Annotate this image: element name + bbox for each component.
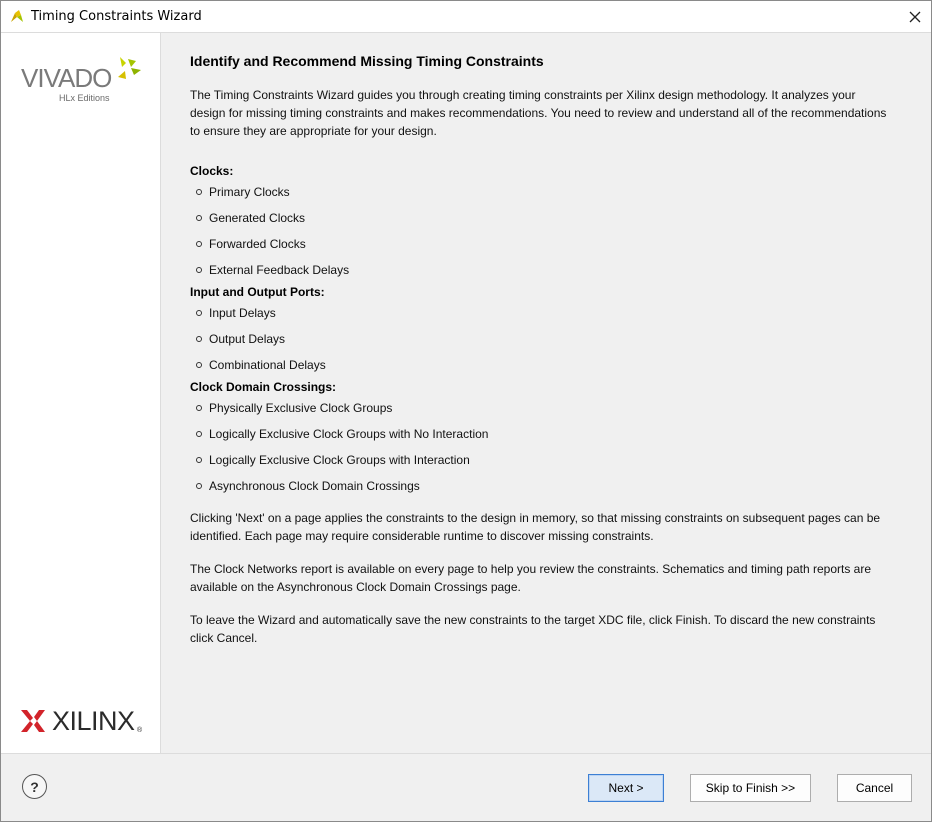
list-item: External Feedback Delays [190, 261, 903, 287]
title-bar [1, 1, 931, 33]
vivado-logo-word: VIVADO [21, 63, 112, 93]
list-item: Output Delays [190, 330, 903, 356]
list-item: Asynchronous Clock Domain Crossings [190, 477, 903, 505]
bullet-icon [196, 241, 202, 247]
bullet-icon [196, 483, 202, 489]
wizard-content [162, 33, 931, 753]
section-cdc [190, 378, 903, 505]
close-icon [909, 11, 921, 23]
finish-info-paragraph: To leave the Wizard and automatically save the new constraints to the target XDC file, click Finish. To discard the new constraints click Cancel. [190, 613, 876, 645]
window-title: Timing Constraints Wizard [31, 9, 202, 24]
cancel-button[interactable]: Cancel [837, 774, 912, 802]
list-item: Logically Exclusive Clock Groups with No Interaction [190, 425, 903, 451]
bullet-icon [196, 457, 202, 463]
skip-to-finish-button[interactable]: Skip to Finish >> [690, 774, 811, 802]
bullet-icon [196, 215, 202, 221]
button-bar [1, 753, 931, 821]
list-item: Logically Exclusive Clock Groups with Interaction [190, 451, 903, 477]
section-clocks [190, 162, 903, 287]
vivado-logo-subtitle: HLx Editions [59, 93, 110, 103]
bullet-icon [196, 405, 202, 411]
section-list [190, 183, 903, 287]
section-title: Clock Domain Crossings: [190, 380, 337, 394]
bullet-icon [196, 189, 202, 195]
section-list [190, 399, 903, 505]
section-list [190, 304, 903, 382]
page-title: Identify and Recommend Missing Timing Constraints [190, 53, 544, 69]
bullet-icon [196, 267, 202, 273]
list-item: Physically Exclusive Clock Groups [190, 399, 903, 425]
vivado-app-icon [10, 9, 24, 23]
xilinx-logo-word: XILINX [52, 706, 135, 736]
bullet-icon [196, 362, 202, 368]
list-item: Generated Clocks [190, 209, 903, 235]
help-icon: ? [30, 778, 39, 795]
sidebar [1, 33, 161, 753]
bullet-icon [196, 336, 202, 342]
reports-info-paragraph: The Clock Networks report is available on every page to help you review the constraints. Schematics and timing path reports are available on the Asynchronous Clock Domain Crossings page. [190, 562, 871, 594]
xilinx-mark-icon [21, 710, 45, 732]
list-item: Combinational Delays [190, 356, 903, 382]
section-title: Input and Output Ports: [190, 285, 325, 299]
section-ports [190, 283, 903, 382]
list-item: Primary Clocks [190, 183, 903, 209]
bullet-icon [196, 431, 202, 437]
vivado-leaf-icon [116, 55, 142, 83]
next-button[interactable]: Next > [588, 774, 664, 802]
help-button[interactable] [22, 774, 47, 799]
close-button[interactable] [899, 1, 931, 32]
intro-paragraph: The Timing Constraints Wizard guides you through creating timing constraints per Xilinx design methodology. It analyzes your design for missing timing constraints and makes recommendations. You need to review and understand all of the recommendations to ensure they are appropriate for your design. [190, 88, 887, 138]
list-item: Forwarded Clocks [190, 235, 903, 261]
xilinx-logo [21, 706, 146, 736]
vivado-logo [21, 55, 146, 109]
bullet-icon [196, 310, 202, 316]
next-info-paragraph: Clicking 'Next' on a page applies the constraints to the design in memory, so that missing constraints on subsequent pages can be identified. Each page may require considerable runtime to discover missing constraints. [190, 511, 881, 543]
section-title: Clocks: [190, 164, 234, 178]
list-item: Input Delays [190, 304, 903, 330]
xilinx-registered-mark: ® [137, 727, 143, 734]
